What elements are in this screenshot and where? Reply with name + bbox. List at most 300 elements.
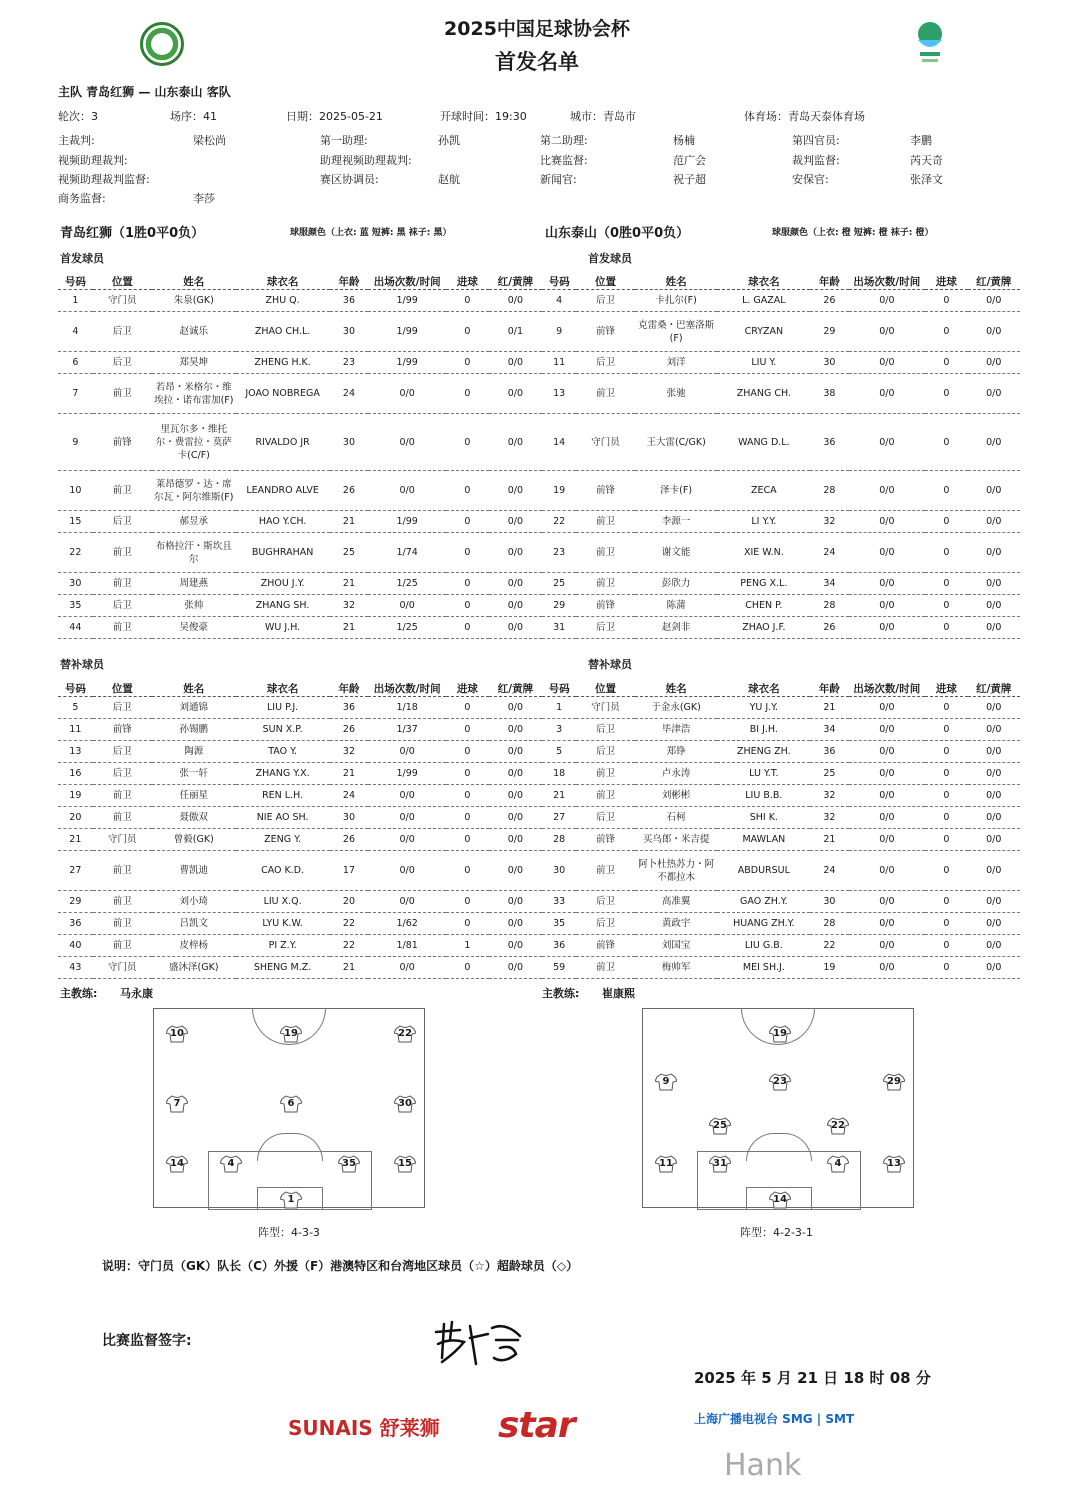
jersey-icon: 19 (280, 1025, 302, 1043)
cell-shirt-name: ZHU Q. (236, 290, 330, 312)
cell-age: 36 (330, 697, 369, 719)
column-header-shirt-name: 球衣名 (717, 273, 810, 290)
cell-goals: 0 (446, 511, 489, 533)
cell-position: 后卫 (576, 617, 634, 639)
home-subs-title: 替补球员 (60, 658, 104, 671)
cell-cards: 0/0 (968, 785, 1020, 807)
home-starters-table (58, 273, 542, 639)
cell-shirt-name: ZHOU J.Y. (236, 573, 330, 595)
table-row (542, 697, 1020, 719)
cell-goals: 1 (446, 935, 489, 957)
stadium: 体育场：青岛天泰体育场 (744, 110, 865, 123)
cell-position: 前锋 (576, 595, 634, 617)
table-row (542, 312, 1020, 352)
cell-name: 曹凯迪 (152, 851, 236, 891)
cell-age: 32 (810, 511, 848, 533)
jersey-icon: 15 (394, 1155, 416, 1173)
cell-shirt-name: RIVALDO JR (236, 414, 330, 471)
cell-goals: 0 (446, 533, 489, 573)
cell-age: 22 (810, 935, 848, 957)
cell-position: 前卫 (576, 785, 634, 807)
cell-goals: 0 (925, 290, 967, 312)
cell-cards: 0/0 (489, 471, 542, 511)
page-title: 2025中国足球协会杯 (444, 18, 630, 40)
cell-appearances: 1/99 (368, 352, 446, 374)
cell-cards: 0/0 (489, 374, 542, 414)
cell-shirt-name: LIU B.B. (717, 785, 810, 807)
jersey-icon: 29 (883, 1073, 905, 1091)
official-value: 张泽文 (910, 173, 943, 186)
table-row (542, 511, 1020, 533)
cell-name: 郝昱承 (152, 511, 236, 533)
cell-shirt-name: CRYZAN (717, 312, 810, 352)
cell-goals: 0 (925, 741, 967, 763)
cell-age: 25 (810, 763, 848, 785)
jersey-icon: 11 (655, 1155, 677, 1173)
sign-date: 2025 年 5 月 21 日 18 时 08 分 (694, 1369, 931, 1387)
cell-age: 28 (810, 913, 848, 935)
column-header-appearances: 出场次数/时间 (368, 680, 446, 697)
table-row (542, 595, 1020, 617)
cell-appearances: 0/0 (368, 471, 446, 511)
cell-age: 30 (330, 807, 369, 829)
official-value: 李莎 (193, 192, 215, 205)
cell-position: 前锋 (576, 829, 634, 851)
cell-age: 26 (330, 471, 369, 511)
cell-name: 刘彬彬 (635, 785, 718, 807)
cell-age: 22 (330, 935, 369, 957)
cell-name: 克雷桑・巴塞洛斯(F) (635, 312, 718, 352)
cell-shirt-name: CHEN P. (717, 595, 810, 617)
home-starters-title: 首发球员 (60, 252, 104, 265)
cell-position: 前卫 (576, 374, 634, 414)
cell-cards: 0/0 (489, 617, 542, 639)
column-header-appearances: 出场次数/时间 (849, 273, 926, 290)
table-row (58, 935, 542, 957)
cell-shirt-name: HAO Y.CH. (236, 511, 330, 533)
cell-position: 后卫 (93, 595, 152, 617)
cell-position: 前卫 (93, 533, 152, 573)
table-row (542, 807, 1020, 829)
official-label: 安保官: (792, 173, 829, 186)
cell-shirt-name: REN L.H. (236, 785, 330, 807)
round: 轮次：3 (58, 110, 98, 123)
cell-number: 27 (542, 807, 576, 829)
cell-shirt-name: LIU X.Q. (236, 891, 330, 913)
cell-cards: 0/0 (968, 290, 1020, 312)
cell-number: 20 (58, 807, 93, 829)
away-starters-table (542, 273, 1020, 639)
match-date: 日期：2025-05-21 (286, 110, 383, 123)
jersey-icon: 23 (769, 1073, 791, 1091)
cell-number: 14 (542, 414, 576, 471)
cell-number: 30 (542, 851, 576, 891)
cell-shirt-name: SHI K. (717, 807, 810, 829)
cell-name: 张一轩 (152, 763, 236, 785)
cell-age: 32 (330, 741, 369, 763)
cell-shirt-name: L. GAZAL (717, 290, 810, 312)
match-no: 场序：41 (170, 110, 217, 123)
cell-number: 4 (58, 312, 93, 352)
cell-shirt-name: LI Y.Y. (717, 511, 810, 533)
cell-name: 朱泉(GK) (152, 290, 236, 312)
cell-appearances: 1/25 (368, 617, 446, 639)
cell-shirt-name: PI Z.Y. (236, 935, 330, 957)
cell-number: 43 (58, 957, 93, 979)
cell-age: 38 (810, 374, 848, 414)
cell-cards: 0/0 (489, 957, 542, 979)
cell-goals: 0 (446, 741, 489, 763)
cell-goals: 0 (925, 312, 967, 352)
official-label: 比赛监督: (540, 154, 588, 167)
official-value: 范广会 (673, 154, 706, 167)
cell-age: 21 (330, 957, 369, 979)
away-coach-label: 主教练: (542, 987, 580, 1000)
cell-goals: 0 (446, 312, 489, 352)
cell-age: 32 (330, 595, 369, 617)
cell-number: 13 (542, 374, 576, 414)
cell-appearances: 0/0 (849, 891, 926, 913)
table-row (542, 957, 1020, 979)
table-row (58, 312, 542, 352)
cell-appearances: 0/0 (849, 785, 926, 807)
cell-appearances: 1/62 (368, 913, 446, 935)
jersey-icon: 22 (827, 1117, 849, 1135)
cell-cards: 0/0 (489, 741, 542, 763)
cell-appearances: 0/0 (849, 414, 926, 471)
cell-position: 前卫 (576, 957, 634, 979)
cell-cards: 0/0 (968, 414, 1020, 471)
cell-cards: 0/0 (968, 913, 1020, 935)
cell-name: 高准翼 (635, 891, 718, 913)
cell-appearances: 0/0 (368, 829, 446, 851)
cell-cards: 0/0 (489, 829, 542, 851)
table-row (58, 414, 542, 471)
column-header-goals: 进球 (446, 680, 489, 697)
cell-name: 周建燕 (152, 573, 236, 595)
cell-appearances: 0/0 (368, 851, 446, 891)
cell-number: 28 (542, 829, 576, 851)
jersey-icon: 31 (709, 1155, 731, 1173)
cell-goals: 0 (446, 957, 489, 979)
official-value: 梁松尚 (193, 134, 226, 147)
table-header-row (58, 273, 542, 290)
table-row (58, 851, 542, 891)
cell-goals: 0 (925, 414, 967, 471)
cell-appearances: 1/18 (368, 697, 446, 719)
cell-goals: 0 (925, 719, 967, 741)
cell-age: 34 (810, 719, 848, 741)
cell-number: 31 (542, 617, 576, 639)
away-kit: 球服颜色（上衣: 橙 短裤: 橙 袜子: 橙） (772, 228, 934, 238)
cell-name: 吕凯文 (152, 913, 236, 935)
table-row (58, 741, 542, 763)
cell-number: 33 (542, 891, 576, 913)
cell-goals: 0 (446, 785, 489, 807)
cell-shirt-name: LYU K.W. (236, 913, 330, 935)
cell-position: 后卫 (93, 352, 152, 374)
signature-label: 比赛监督签字: (102, 1333, 192, 1349)
table-row (542, 763, 1020, 785)
table-row (58, 807, 542, 829)
cell-goals: 0 (925, 617, 967, 639)
home-coach-label: 主教练: (60, 987, 98, 1000)
cell-cards: 0/0 (489, 763, 542, 785)
cell-appearances: 0/0 (849, 290, 926, 312)
away-starters-title: 首发球员 (588, 252, 632, 265)
jersey-icon: 19 (769, 1025, 791, 1043)
cell-cards: 0/0 (489, 573, 542, 595)
home-coach: 马永康 (120, 987, 153, 1000)
table-row (542, 533, 1020, 573)
official-label: 新闻官: (540, 173, 577, 186)
cell-position: 守门员 (93, 829, 152, 851)
page-subtitle: 首发名单 (495, 50, 579, 74)
table-row (58, 595, 542, 617)
cell-age: 21 (330, 763, 369, 785)
cell-position: 后卫 (576, 290, 634, 312)
cell-position: 前锋 (576, 471, 634, 511)
cell-name: 张驰 (635, 374, 718, 414)
cell-number: 40 (58, 935, 93, 957)
cell-name: 赵诚乐 (152, 312, 236, 352)
cell-goals: 0 (446, 290, 489, 312)
table-row (542, 290, 1020, 312)
table-row (58, 471, 542, 511)
jersey-icon: 14 (769, 1191, 791, 1209)
official-label: 第二助理: (540, 134, 588, 147)
cell-goals: 0 (925, 763, 967, 785)
cell-age: 30 (810, 352, 848, 374)
cell-position: 前卫 (576, 533, 634, 573)
cell-age: 24 (330, 374, 369, 414)
cell-shirt-name: ZHENG H.K. (236, 352, 330, 374)
table-row (542, 851, 1020, 891)
cell-position: 前卫 (576, 573, 634, 595)
cell-number: 27 (58, 851, 93, 891)
cell-cards: 0/0 (968, 829, 1020, 851)
cell-age: 36 (810, 741, 848, 763)
cell-goals: 0 (925, 913, 967, 935)
table-header-row (542, 273, 1020, 290)
table-row (542, 414, 1020, 471)
column-header-position: 位置 (576, 273, 634, 290)
jersey-icon: 4 (827, 1155, 849, 1173)
cell-age: 26 (330, 829, 369, 851)
table-row (58, 913, 542, 935)
official-label: 第四官员: (792, 134, 840, 147)
cell-age: 26 (810, 617, 848, 639)
cell-position: 后卫 (576, 741, 634, 763)
cell-goals: 0 (446, 829, 489, 851)
jersey-icon: 9 (655, 1073, 677, 1091)
cell-name: 李源一 (635, 511, 718, 533)
cell-goals: 0 (925, 374, 967, 414)
cell-name: 刘通锦 (152, 697, 236, 719)
cell-age: 28 (810, 595, 848, 617)
cell-number: 29 (58, 891, 93, 913)
column-header-shirt-name: 球衣名 (236, 680, 330, 697)
cell-shirt-name: LEANDRO ALVE (236, 471, 330, 511)
official-value: 孙凯 (438, 134, 460, 147)
cell-appearances: 1/99 (368, 312, 446, 352)
column-header-number: 号码 (542, 680, 576, 697)
column-header-age: 年龄 (330, 680, 369, 697)
table-row (58, 573, 542, 595)
cell-position: 后卫 (576, 913, 634, 935)
cell-name: 陶源 (152, 741, 236, 763)
cell-goals: 0 (925, 829, 967, 851)
jersey-icon: 6 (280, 1095, 302, 1113)
cell-number: 23 (542, 533, 576, 573)
column-header-shirt-name: 球衣名 (717, 680, 810, 697)
official-value: 芮天奇 (910, 154, 943, 167)
cell-age: 36 (330, 290, 369, 312)
cell-cards: 0/0 (489, 352, 542, 374)
cell-shirt-name: CAO K.D. (236, 851, 330, 891)
cell-appearances: 0/0 (849, 719, 926, 741)
cell-appearances: 0/0 (368, 891, 446, 913)
cell-appearances: 0/0 (849, 312, 926, 352)
official-label: 商务监督: (58, 192, 106, 205)
cell-number: 5 (542, 741, 576, 763)
cell-number: 10 (58, 471, 93, 511)
column-header-cards: 红/黄牌 (489, 273, 542, 290)
cell-number: 21 (542, 785, 576, 807)
cell-position: 前卫 (93, 471, 152, 511)
table-row (58, 511, 542, 533)
cell-shirt-name: MAWLAN (717, 829, 810, 851)
cell-number: 18 (542, 763, 576, 785)
cell-cards: 0/0 (489, 697, 542, 719)
cell-position: 守门员 (93, 290, 152, 312)
cell-shirt-name: PENG X.L. (717, 573, 810, 595)
cell-age: 21 (330, 573, 369, 595)
cell-position: 前卫 (93, 374, 152, 414)
away-team-name: 山东泰山（0胜0平0负） (545, 226, 690, 241)
cell-shirt-name: ZHANG CH. (717, 374, 810, 414)
column-header-number: 号码 (542, 273, 576, 290)
table-row (542, 573, 1020, 595)
cell-cards: 0/0 (489, 511, 542, 533)
cell-shirt-name: ZECA (717, 471, 810, 511)
cell-position: 后卫 (576, 891, 634, 913)
official-label: 赛区协调员: (320, 173, 379, 186)
column-header-cards: 红/黄牌 (489, 680, 542, 697)
jersey-icon: 22 (394, 1025, 416, 1043)
cell-age: 25 (330, 533, 369, 573)
cell-appearances: 0/0 (849, 374, 926, 414)
cell-appearances: 0/0 (849, 763, 926, 785)
official-value: 祝子超 (673, 173, 706, 186)
cell-appearances: 0/0 (368, 785, 446, 807)
column-header-position: 位置 (93, 680, 152, 697)
official-label: 裁判监督: (792, 154, 840, 167)
cell-name: 卢永涛 (635, 763, 718, 785)
column-header-age: 年龄 (810, 680, 848, 697)
cell-appearances: 1/37 (368, 719, 446, 741)
cell-shirt-name: ZHAO CH.L. (236, 312, 330, 352)
cell-appearances: 0/0 (849, 573, 926, 595)
cell-number: 36 (542, 935, 576, 957)
cell-shirt-name: TAO Y. (236, 741, 330, 763)
sponsor-sunais-logo: SUNAIS 舒莱狮 (288, 1416, 440, 1440)
cell-number: 44 (58, 617, 93, 639)
cell-shirt-name: SUN X.P. (236, 719, 330, 741)
cell-position: 前锋 (576, 935, 634, 957)
column-header-cards: 红/黄牌 (968, 680, 1020, 697)
cell-cards: 0/0 (968, 697, 1020, 719)
cell-age: 21 (810, 697, 848, 719)
jersey-icon: 13 (883, 1155, 905, 1173)
cell-number: 16 (58, 763, 93, 785)
cell-name: 泽卡(F) (635, 471, 718, 511)
cell-number: 35 (58, 595, 93, 617)
cell-number: 21 (58, 829, 93, 851)
cell-age: 36 (810, 414, 848, 471)
official-label: 助理视频助理裁判: (320, 154, 412, 167)
column-header-age: 年龄 (330, 273, 369, 290)
cell-appearances: 0/0 (849, 829, 926, 851)
cell-age: 24 (330, 785, 369, 807)
cell-shirt-name: ZHANG Y.X. (236, 763, 330, 785)
away-subs-title: 替补球员 (588, 658, 632, 671)
cell-shirt-name: ZHANG SH. (236, 595, 330, 617)
cell-number: 19 (542, 471, 576, 511)
table-row (542, 374, 1020, 414)
cell-appearances: 0/0 (849, 595, 926, 617)
cell-number: 9 (542, 312, 576, 352)
cell-cards: 0/0 (489, 719, 542, 741)
legend-note: 说明：守门员（GK）队长（C）外援（F）港澳特区和台湾地区球员（☆）超龄球员（◇） (102, 1259, 579, 1273)
cell-position: 前卫 (93, 935, 152, 957)
cell-appearances: 0/0 (849, 697, 926, 719)
cell-goals: 0 (446, 471, 489, 511)
cell-age: 19 (810, 957, 848, 979)
column-header-age: 年龄 (810, 273, 848, 290)
cell-position: 前卫 (93, 573, 152, 595)
cell-cards: 0/1 (489, 312, 542, 352)
table-row (58, 533, 542, 573)
jersey-icon: 25 (709, 1117, 731, 1135)
cell-goals: 0 (446, 763, 489, 785)
cell-name: 卡扎尔(F) (635, 290, 718, 312)
cell-age: 34 (810, 573, 848, 595)
cell-goals: 0 (446, 352, 489, 374)
cell-appearances: 0/0 (368, 374, 446, 414)
cell-goals: 0 (446, 913, 489, 935)
cell-goals: 0 (925, 785, 967, 807)
column-header-goals: 进球 (446, 273, 489, 290)
table-row (542, 891, 1020, 913)
sponsor-star-logo: star (498, 1405, 575, 1446)
cell-shirt-name: LIU G.B. (717, 935, 810, 957)
cell-shirt-name: SHENG M.Z. (236, 957, 330, 979)
cell-appearances: 0/0 (368, 414, 446, 471)
cell-shirt-name: LIU P.J. (236, 697, 330, 719)
cell-name: 谢文能 (635, 533, 718, 573)
cell-goals: 0 (925, 352, 967, 374)
cell-number: 7 (58, 374, 93, 414)
away-subs-table (542, 680, 1020, 979)
cell-position: 前卫 (576, 763, 634, 785)
column-header-name: 姓名 (152, 273, 236, 290)
cell-cards: 0/0 (968, 807, 1020, 829)
table-row (542, 617, 1020, 639)
cell-position: 前锋 (576, 312, 634, 352)
cell-name: 郑铮 (635, 741, 718, 763)
cell-goals: 0 (925, 471, 967, 511)
